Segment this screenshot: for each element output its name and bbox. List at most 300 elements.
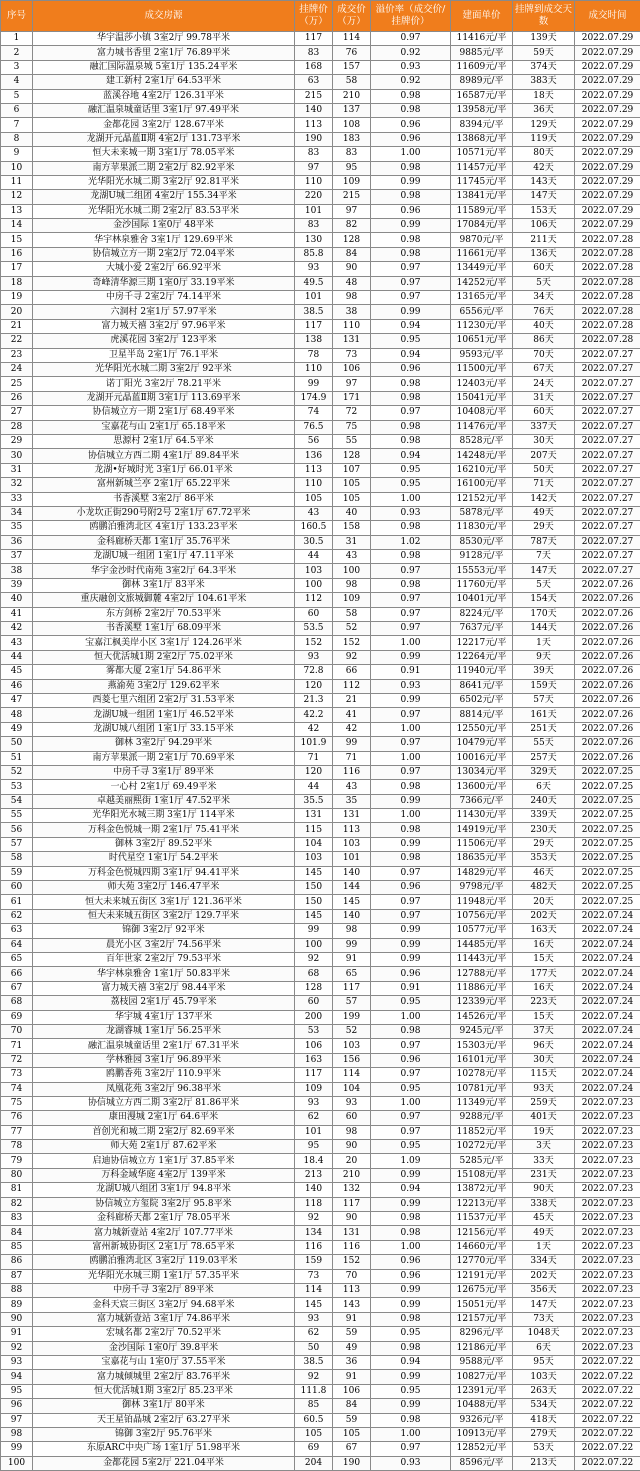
days-cell: 95天 xyxy=(513,1355,575,1369)
table-row xyxy=(1,837,640,851)
listing-cell: 鸥鹏香苑 3室2厅 110.9平米 xyxy=(33,1068,295,1082)
days-cell: 374天 xyxy=(513,60,575,74)
unit-price-cell: 10827元/平 xyxy=(451,1370,513,1384)
deal-price-cell: 132 xyxy=(333,1183,371,1197)
table-row xyxy=(1,334,640,348)
table-body xyxy=(1,32,640,1471)
premium-rate-cell: 0.97 xyxy=(371,1125,451,1139)
premium-rate-cell: 0.95 xyxy=(371,1082,451,1096)
date-cell: 2022.07.26 xyxy=(575,751,640,765)
listing-cell: 凤凰花苑 3室2厅 96.38平米 xyxy=(33,1082,295,1096)
table-row xyxy=(1,377,640,391)
deal-price-cell: 95 xyxy=(333,161,371,175)
unit-price-cell: 11476元/平 xyxy=(451,420,513,434)
deal-price-cell: 157 xyxy=(333,60,371,74)
index-cell: 96 xyxy=(1,1399,33,1413)
premium-rate-cell: 0.97 xyxy=(371,291,451,305)
table-row xyxy=(1,794,640,808)
index-cell: 65 xyxy=(1,953,33,967)
unit-price-cell: 10272元/平 xyxy=(451,1140,513,1154)
premium-rate-cell: 0.94 xyxy=(371,1183,451,1197)
table-row xyxy=(1,938,640,952)
date-cell: 2022.07.23 xyxy=(575,1183,640,1197)
table-row xyxy=(1,953,640,967)
deal-price-cell: 98 xyxy=(333,578,371,592)
deal-price-cell: 113 xyxy=(333,823,371,837)
unit-price-cell: 9798元/平 xyxy=(451,881,513,895)
index-cell: 83 xyxy=(1,1212,33,1226)
unit-price-cell: 7366元/平 xyxy=(451,794,513,808)
premium-rate-cell: 0.94 xyxy=(371,449,451,463)
premium-rate-cell: 0.99 xyxy=(371,1168,451,1182)
deal-price-cell: 117 xyxy=(333,1197,371,1211)
premium-rate-cell: 0.95 xyxy=(371,334,451,348)
unit-price-cell: 10571元/平 xyxy=(451,147,513,161)
list-price-cell: 118 xyxy=(295,1197,333,1211)
table-row xyxy=(1,1312,640,1326)
date-cell: 2022.07.29 xyxy=(575,175,640,189)
table-row xyxy=(1,1427,640,1441)
days-cell: 147天 xyxy=(513,1298,575,1312)
index-cell: 6 xyxy=(1,103,33,117)
days-cell: 329天 xyxy=(513,765,575,779)
table-row xyxy=(1,132,640,146)
table-row xyxy=(1,1183,640,1197)
index-cell: 85 xyxy=(1,1240,33,1254)
deal-price-cell: 97 xyxy=(333,377,371,391)
days-cell: 231天 xyxy=(513,1168,575,1182)
date-cell: 2022.07.24 xyxy=(575,1053,640,1067)
date-cell: 2022.07.27 xyxy=(575,564,640,578)
table-row xyxy=(1,1370,640,1384)
listing-cell: 师大苑 3室2厅 146.47平米 xyxy=(33,881,295,895)
header-cell-unit-price: 建面单价 xyxy=(451,1,513,32)
index-cell: 69 xyxy=(1,1010,33,1024)
date-cell: 2022.07.29 xyxy=(575,132,640,146)
unit-price-cell: 14919元/平 xyxy=(451,823,513,837)
listing-cell: 首创光和城二期 2室2厅 82.69平米 xyxy=(33,1125,295,1139)
table-row xyxy=(1,722,640,736)
index-cell: 35 xyxy=(1,521,33,535)
listing-cell: 晨光小区 3室2厅 74.56平米 xyxy=(33,938,295,952)
listing-cell: 华宇林泉雅舍 1室1厅 50.83平米 xyxy=(33,967,295,981)
table-row xyxy=(1,607,640,621)
date-cell: 2022.07.29 xyxy=(575,147,640,161)
unit-price-cell: 8394元/平 xyxy=(451,118,513,132)
deal-price-cell: 91 xyxy=(333,1312,371,1326)
table-row xyxy=(1,449,640,463)
index-cell: 8 xyxy=(1,132,33,146)
list-price-cell: 110 xyxy=(295,478,333,492)
list-price-cell: 106 xyxy=(295,1039,333,1053)
days-cell: 106天 xyxy=(513,219,575,233)
days-cell: 279天 xyxy=(513,1427,575,1441)
list-price-cell: 114 xyxy=(295,1283,333,1297)
list-price-cell: 200 xyxy=(295,1010,333,1024)
index-cell: 9 xyxy=(1,147,33,161)
date-cell: 2022.07.24 xyxy=(575,967,640,981)
date-cell: 2022.07.26 xyxy=(575,578,640,592)
index-cell: 53 xyxy=(1,780,33,794)
table-row xyxy=(1,348,640,362)
index-cell: 95 xyxy=(1,1384,33,1398)
unit-price-cell: 10913元/平 xyxy=(451,1427,513,1441)
listing-cell: 宝嘉花与山 1室0厅 37.55平米 xyxy=(33,1355,295,1369)
days-cell: 55天 xyxy=(513,737,575,751)
deal-price-cell: 59 xyxy=(333,1327,371,1341)
list-price-cell: 117 xyxy=(295,32,333,46)
listing-cell: 光华阳光水城二期 3室2厅 92平米 xyxy=(33,362,295,376)
days-cell: 24天 xyxy=(513,377,575,391)
index-cell: 5 xyxy=(1,89,33,103)
date-cell: 2022.07.25 xyxy=(575,837,640,851)
list-price-cell: 71 xyxy=(295,751,333,765)
index-cell: 45 xyxy=(1,665,33,679)
list-price-cell: 120 xyxy=(295,679,333,693)
days-cell: 93天 xyxy=(513,1082,575,1096)
list-price-cell: 100 xyxy=(295,938,333,952)
premium-rate-cell: 1.02 xyxy=(371,535,451,549)
index-cell: 80 xyxy=(1,1168,33,1182)
listing-cell: 鸥鹏泊雅湾北区 3室2厅 119.03平米 xyxy=(33,1255,295,1269)
listing-cell: 富州新城协街区 2室1厅 78.65平米 xyxy=(33,1240,295,1254)
unit-price-cell: 9128元/平 xyxy=(451,550,513,564)
unit-price-cell: 8989元/平 xyxy=(451,75,513,89)
unit-price-cell: 11948元/平 xyxy=(451,895,513,909)
premium-rate-cell: 0.97 xyxy=(371,1111,451,1125)
table-row xyxy=(1,981,640,995)
date-cell: 2022.07.26 xyxy=(575,593,640,607)
days-cell: 71天 xyxy=(513,478,575,492)
premium-rate-cell: 0.99 xyxy=(371,693,451,707)
unit-price-cell: 5878元/平 xyxy=(451,506,513,520)
date-cell: 2022.07.26 xyxy=(575,650,640,664)
unit-price-cell: 8296元/平 xyxy=(451,1327,513,1341)
index-cell: 99 xyxy=(1,1442,33,1456)
listing-cell: 富力城书香里 2室1厅 76.89平米 xyxy=(33,46,295,60)
days-cell: 240天 xyxy=(513,794,575,808)
table-row xyxy=(1,1298,640,1312)
list-price-cell: 100 xyxy=(295,578,333,592)
unit-price-cell: 9288元/平 xyxy=(451,1111,513,1125)
unit-price-cell: 12191元/平 xyxy=(451,1269,513,1283)
unit-price-cell: 13600元/平 xyxy=(451,780,513,794)
list-price-cell: 168 xyxy=(295,60,333,74)
premium-rate-cell: 0.99 xyxy=(371,1197,451,1211)
date-cell: 2022.07.29 xyxy=(575,118,640,132)
premium-rate-cell: 0.98 xyxy=(371,1226,451,1240)
index-cell: 47 xyxy=(1,693,33,707)
date-cell: 2022.07.23 xyxy=(575,1226,640,1240)
unit-price-cell: 12788元/平 xyxy=(451,967,513,981)
deal-price-cell: 67 xyxy=(333,1442,371,1456)
deal-price-cell: 91 xyxy=(333,953,371,967)
premium-rate-cell: 0.96 xyxy=(371,132,451,146)
list-price-cell: 44 xyxy=(295,780,333,794)
list-price-cell: 92 xyxy=(295,1370,333,1384)
premium-rate-cell: 0.93 xyxy=(371,679,451,693)
index-cell: 57 xyxy=(1,837,33,851)
deal-price-cell: 131 xyxy=(333,809,371,823)
date-cell: 2022.07.23 xyxy=(575,1168,640,1182)
header-cell-index: 序号 xyxy=(1,1,33,32)
premium-rate-cell: 0.96 xyxy=(371,881,451,895)
deal-price-cell: 92 xyxy=(333,650,371,664)
list-price-cell: 190 xyxy=(295,132,333,146)
deal-price-cell: 60 xyxy=(333,1111,371,1125)
deal-price-cell: 82 xyxy=(333,219,371,233)
date-cell: 2022.07.23 xyxy=(575,1269,640,1283)
index-cell: 13 xyxy=(1,204,33,218)
table-row xyxy=(1,276,640,290)
days-cell: 338天 xyxy=(513,1197,575,1211)
premium-rate-cell: 0.98 xyxy=(371,434,451,448)
listing-cell: 天王星铂晶城 2室2厅 63.27平米 xyxy=(33,1413,295,1427)
table-row xyxy=(1,1111,640,1125)
listing-cell: 华宇金沙时代南苑 3室2厅 64.3平米 xyxy=(33,564,295,578)
table-row xyxy=(1,564,640,578)
date-cell: 2022.07.25 xyxy=(575,852,640,866)
days-cell: 45天 xyxy=(513,1212,575,1226)
date-cell: 2022.07.26 xyxy=(575,679,640,693)
date-cell: 2022.07.28 xyxy=(575,319,640,333)
index-cell: 94 xyxy=(1,1370,33,1384)
unit-price-cell: 11443元/平 xyxy=(451,953,513,967)
index-cell: 55 xyxy=(1,809,33,823)
premium-rate-cell: 0.99 xyxy=(371,1298,451,1312)
index-cell: 58 xyxy=(1,852,33,866)
days-cell: 356天 xyxy=(513,1283,575,1297)
date-cell: 2022.07.23 xyxy=(575,1111,640,1125)
unit-price-cell: 12152元/平 xyxy=(451,492,513,506)
deal-price-cell: 114 xyxy=(333,1068,371,1082)
deal-price-cell: 98 xyxy=(333,1125,371,1139)
listing-cell: 协信城立方一期 2室2厅 72.04平米 xyxy=(33,247,295,261)
index-cell: 75 xyxy=(1,1096,33,1110)
date-cell: 2022.07.22 xyxy=(575,1370,640,1384)
index-cell: 76 xyxy=(1,1111,33,1125)
deal-price-cell: 109 xyxy=(333,593,371,607)
deal-price-cell: 131 xyxy=(333,1226,371,1240)
table-row xyxy=(1,60,640,74)
list-price-cell: 138 xyxy=(295,334,333,348)
unit-price-cell: 12675元/平 xyxy=(451,1283,513,1297)
premium-rate-cell: 1.00 xyxy=(371,636,451,650)
deal-price-cell: 158 xyxy=(333,521,371,535)
date-cell: 2022.07.29 xyxy=(575,161,640,175)
premium-rate-cell: 0.95 xyxy=(371,1140,451,1154)
index-cell: 49 xyxy=(1,722,33,736)
premium-rate-cell: 0.97 xyxy=(371,866,451,880)
deal-price-cell: 107 xyxy=(333,463,371,477)
premium-rate-cell: 0.99 xyxy=(371,837,451,851)
deal-price-cell: 110 xyxy=(333,319,371,333)
premium-rate-cell: 0.99 xyxy=(371,305,451,319)
premium-rate-cell: 0.96 xyxy=(371,1053,451,1067)
listing-cell: 卓越美丽熙街 1室1厅 47.52平米 xyxy=(33,794,295,808)
table-row xyxy=(1,161,640,175)
index-cell: 97 xyxy=(1,1413,33,1427)
list-price-cell: 69 xyxy=(295,1442,333,1456)
list-price-cell: 93 xyxy=(295,650,333,664)
table-row xyxy=(1,391,640,405)
premium-rate-cell: 0.93 xyxy=(371,1456,451,1470)
unit-price-cell: 15553元/平 xyxy=(451,564,513,578)
deal-price-cell: 210 xyxy=(333,1168,371,1182)
listing-cell: 金沙国际 1室0厅 48平米 xyxy=(33,219,295,233)
index-cell: 7 xyxy=(1,118,33,132)
deal-price-cell: 140 xyxy=(333,866,371,880)
unit-price-cell: 14252元/平 xyxy=(451,276,513,290)
days-cell: 383天 xyxy=(513,75,575,89)
date-cell: 2022.07.29 xyxy=(575,32,640,46)
unit-price-cell: 8528元/平 xyxy=(451,434,513,448)
date-cell: 2022.07.28 xyxy=(575,247,640,261)
index-cell: 29 xyxy=(1,434,33,448)
unit-price-cell: 9326元/平 xyxy=(451,1413,513,1427)
index-cell: 51 xyxy=(1,751,33,765)
table-row xyxy=(1,190,640,204)
unit-price-cell: 14660元/平 xyxy=(451,1240,513,1254)
index-cell: 60 xyxy=(1,881,33,895)
listing-cell: 光华阳光水城三期 1室1厅 57.35平米 xyxy=(33,1269,295,1283)
list-price-cell: 62 xyxy=(295,1111,333,1125)
days-cell: 36天 xyxy=(513,103,575,117)
listing-cell: 中房千寻 2室2厅 74.14平米 xyxy=(33,291,295,305)
listing-cell: 康田漫城 2室1厅 64.6平米 xyxy=(33,1111,295,1125)
table-row xyxy=(1,1168,640,1182)
list-price-cell: 60 xyxy=(295,607,333,621)
index-cell: 28 xyxy=(1,420,33,434)
unit-price-cell: 10756元/平 xyxy=(451,909,513,923)
listing-cell: 中房千寻 3室1厅 89平米 xyxy=(33,765,295,779)
deal-price-cell: 199 xyxy=(333,1010,371,1024)
table-row xyxy=(1,1024,640,1038)
premium-rate-cell: 0.96 xyxy=(371,1255,451,1269)
unit-price-cell: 14485元/平 xyxy=(451,938,513,952)
days-cell: 213天 xyxy=(513,1456,575,1470)
listing-cell: 恒大优活城1期 3室2厅 85.23平米 xyxy=(33,1384,295,1398)
premium-rate-cell: 0.98 xyxy=(371,1024,451,1038)
list-price-cell: 99 xyxy=(295,924,333,938)
list-price-cell: 76.5 xyxy=(295,420,333,434)
premium-rate-cell: 0.99 xyxy=(371,650,451,664)
unit-price-cell: 8596元/平 xyxy=(451,1456,513,1470)
unit-price-cell: 12403元/平 xyxy=(451,377,513,391)
days-cell: 257天 xyxy=(513,751,575,765)
list-price-cell: 145 xyxy=(295,909,333,923)
date-cell: 2022.07.23 xyxy=(575,1154,640,1168)
premium-rate-cell: 0.97 xyxy=(371,262,451,276)
index-cell: 63 xyxy=(1,924,33,938)
table-row xyxy=(1,823,640,837)
header-cell-deal-price: 成交价（万） xyxy=(333,1,371,32)
days-cell: 49天 xyxy=(513,506,575,520)
listing-cell: 师大苑 2室1厅 87.62平米 xyxy=(33,1140,295,1154)
list-price-cell: 68 xyxy=(295,967,333,981)
index-cell: 32 xyxy=(1,478,33,492)
unit-price-cell: 10651元/平 xyxy=(451,334,513,348)
list-price-cell: 93 xyxy=(295,262,333,276)
table-row xyxy=(1,75,640,89)
date-cell: 2022.07.29 xyxy=(575,60,640,74)
date-cell: 2022.07.27 xyxy=(575,535,640,549)
listing-cell: 龙湖U城一组团 1室1厅 46.52平米 xyxy=(33,708,295,722)
list-price-cell: 53 xyxy=(295,1024,333,1038)
days-cell: 144天 xyxy=(513,622,575,636)
date-cell: 2022.07.26 xyxy=(575,693,640,707)
unit-price-cell: 13841元/平 xyxy=(451,190,513,204)
index-cell: 89 xyxy=(1,1298,33,1312)
premium-rate-cell: 0.98 xyxy=(371,1312,451,1326)
unit-price-cell: 11430元/平 xyxy=(451,809,513,823)
list-price-cell: 53.5 xyxy=(295,622,333,636)
premium-rate-cell: 0.92 xyxy=(371,75,451,89)
date-cell: 2022.07.28 xyxy=(575,276,640,290)
premium-rate-cell: 0.98 xyxy=(371,578,451,592)
listing-cell: 光华阳光水城二期 3室2厅 92.81平米 xyxy=(33,175,295,189)
premium-rate-cell: 0.97 xyxy=(371,564,451,578)
table-row xyxy=(1,535,640,549)
index-cell: 16 xyxy=(1,247,33,261)
index-cell: 27 xyxy=(1,406,33,420)
unit-price-cell: 10016元/平 xyxy=(451,751,513,765)
premium-rate-cell: 0.95 xyxy=(371,1384,451,1398)
listing-cell: 诺丁阳光 3室2厅 78.21平米 xyxy=(33,377,295,391)
unit-price-cell: 11500元/平 xyxy=(451,362,513,376)
table-row xyxy=(1,622,640,636)
table-row xyxy=(1,463,640,477)
unit-price-cell: 9593元/平 xyxy=(451,348,513,362)
deal-price-cell: 112 xyxy=(333,679,371,693)
deal-price-cell: 97 xyxy=(333,204,371,218)
index-cell: 39 xyxy=(1,578,33,592)
date-cell: 2022.07.22 xyxy=(575,1427,640,1441)
deal-price-cell: 140 xyxy=(333,909,371,923)
list-price-cell: 92 xyxy=(295,1212,333,1226)
table-row xyxy=(1,175,640,189)
premium-rate-cell: 0.98 xyxy=(371,1212,451,1226)
list-price-cell: 93 xyxy=(295,1096,333,1110)
index-cell: 79 xyxy=(1,1154,33,1168)
unit-price-cell: 11609元/平 xyxy=(451,60,513,74)
table-row xyxy=(1,1399,640,1413)
deal-price-cell: 101 xyxy=(333,852,371,866)
listing-cell: 华宇温莎小镇 3室2厅 99.78平米 xyxy=(33,32,295,46)
index-cell: 18 xyxy=(1,276,33,290)
date-cell: 2022.07.25 xyxy=(575,881,640,895)
premium-rate-cell: 0.97 xyxy=(371,1039,451,1053)
premium-rate-cell: 0.92 xyxy=(371,46,451,60)
date-cell: 2022.07.27 xyxy=(575,463,640,477)
listing-cell: 南方苹果派一期 2室1厅 70.69平米 xyxy=(33,751,295,765)
listing-cell: 书香溪墅 1室1厅 68.09平米 xyxy=(33,622,295,636)
table-row xyxy=(1,262,640,276)
unit-price-cell: 15051元/平 xyxy=(451,1298,513,1312)
deal-price-cell: 72 xyxy=(333,406,371,420)
deal-price-cell: 128 xyxy=(333,233,371,247)
deal-price-cell: 58 xyxy=(333,607,371,621)
days-cell: 1天 xyxy=(513,636,575,650)
unit-price-cell: 12852元/平 xyxy=(451,1442,513,1456)
date-cell: 2022.07.27 xyxy=(575,434,640,448)
days-cell: 30天 xyxy=(513,434,575,448)
table-header-row xyxy=(1,1,640,32)
deal-price-cell: 156 xyxy=(333,1053,371,1067)
premium-rate-cell: 1.00 xyxy=(371,722,451,736)
date-cell: 2022.07.24 xyxy=(575,909,640,923)
list-price-cell: 63 xyxy=(295,75,333,89)
